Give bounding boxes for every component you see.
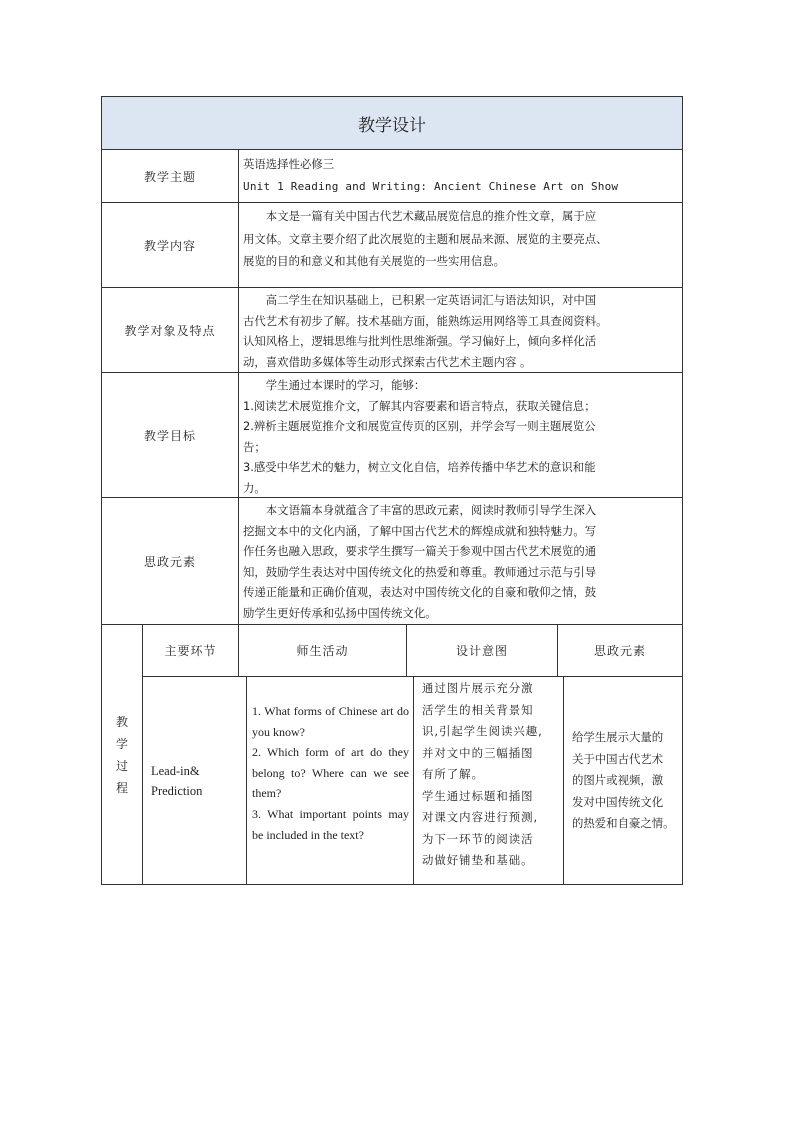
intent-line: 识,引起学生阅读兴趣, bbox=[422, 724, 543, 738]
goals-line: 学生通过本课时的学习，能够： bbox=[265, 378, 426, 392]
process-body-row bbox=[143, 677, 682, 884]
intent-line: 为下一环节的阅读活 bbox=[422, 831, 534, 846]
intent-line: 对课文内容进行预测, bbox=[422, 810, 539, 824]
process-header-row bbox=[143, 625, 682, 677]
stage-cell bbox=[143, 677, 247, 884]
activity-question: 3. What important points may be included in the text? bbox=[252, 806, 409, 842]
ideology-element-line: 发对中国传统文化 bbox=[572, 794, 664, 809]
theme-label: 教学主题 bbox=[102, 150, 239, 202]
goals-line: 力。 bbox=[243, 480, 266, 495]
audience-line: 动，喜欢借助多媒体等生动形式探索古代艺术主题内容 。 bbox=[243, 354, 532, 369]
activity-question: 1. What forms of Chinese art do you know? bbox=[252, 704, 409, 739]
ideology-line: 传递正能量和正确价值观，表达对中国传统文化的自豪和敬仰之情，鼓 bbox=[243, 585, 597, 599]
content-line: 本文是一篇有关中国古代艺术藏品展览信息的推介性文章，属于应 bbox=[265, 209, 597, 223]
ideology-line: 知，鼓励学生表达对中国传统文化的热爱和尊重。教师通过示范与引导 bbox=[243, 564, 597, 579]
ideology-line: 作任务也融入思政，要求学生撰写一篇关于参观中国古代艺术展览的通 bbox=[243, 544, 597, 558]
ideology-element-line: 关于中国古代艺术 bbox=[572, 751, 664, 766]
intent-line: 动做好铺垫和基础。 bbox=[422, 853, 534, 867]
content-row bbox=[101, 203, 683, 288]
ideology-element-line: 给学生展示大量的 bbox=[572, 730, 664, 744]
ideology-line: 本文语篇本身就蕴含了丰富的思政元素，阅读时教师引导学生深入 bbox=[265, 503, 597, 517]
content-text bbox=[239, 203, 682, 287]
intent-line: 活学生的相关背景知 bbox=[422, 702, 534, 717]
ideology-label: 思政元素 bbox=[102, 498, 239, 624]
ideology-text bbox=[239, 498, 682, 624]
intent-line: 通过图片展示充分激 bbox=[422, 681, 534, 695]
audience-line: 认知风格上，逻辑思维与批判性思维渐强。学习偏好上，倾向多样化活 bbox=[243, 334, 597, 348]
goals-row bbox=[101, 373, 683, 498]
process-label bbox=[102, 625, 143, 884]
process-label-char: 程 bbox=[115, 780, 128, 795]
stage-name: Prediction bbox=[151, 783, 203, 798]
goals-line: 2.辨析主题展览推介文和展览宣传页的区别，并学会写一则主题展览公 bbox=[243, 419, 596, 433]
audience-text bbox=[239, 288, 682, 372]
ideology-element-line: 的热爱和自豪之情。 bbox=[572, 816, 675, 830]
intent-line: 有所了解。 bbox=[422, 767, 484, 781]
header-activities: 师生活动 bbox=[239, 625, 407, 676]
audience-label: 教学对象及特点 bbox=[102, 288, 239, 372]
activities-cell bbox=[247, 677, 414, 884]
header-stage: 主要环节 bbox=[143, 625, 239, 676]
ideology-element-cell bbox=[564, 677, 682, 884]
process-label-char: 学 bbox=[115, 736, 128, 751]
theme-content bbox=[239, 150, 682, 202]
content-line: 展览的目的和意义和其他有关展览的一些实用信息。 bbox=[243, 254, 505, 269]
content-line: 用文体。文章主要介绍了此次展览的主题和展品来源、展览的主要亮点、 bbox=[243, 231, 608, 246]
intent-cell bbox=[414, 677, 564, 884]
ideology-row bbox=[101, 498, 683, 625]
goals-line: 告； bbox=[243, 439, 266, 454]
ideology-element-line: 的图片或视频，激 bbox=[572, 773, 664, 787]
ideology-line: 励学生更好传承和弘扬中国传统文化。 bbox=[243, 605, 437, 620]
audience-line: 高二学生在知识基础上，已积累一定英语词汇与语法知识，对中国 bbox=[265, 293, 597, 307]
ideology-line: 挖掘文本中的文化内涵，了解中国古代艺术的辉煌成就和独特魅力。写 bbox=[243, 523, 597, 538]
header-intent: 设计意图 bbox=[407, 625, 558, 676]
goals-label: 教学目标 bbox=[102, 373, 239, 497]
activity-question: 2. Which form of art do they belong to? Where can we see them? bbox=[252, 745, 409, 801]
process-section bbox=[101, 625, 683, 885]
theme-line: 英语选择性必修三 bbox=[243, 157, 335, 171]
theme-row bbox=[101, 150, 683, 203]
intent-line: 并对文中的三幅插图 bbox=[422, 745, 534, 760]
goals-text bbox=[239, 373, 682, 497]
content-label: 教学内容 bbox=[102, 203, 239, 287]
process-label-char: 教 bbox=[115, 714, 128, 729]
intent-line: 学生通过标题和插图 bbox=[422, 788, 534, 803]
page-title: 教学设计 bbox=[102, 97, 682, 149]
goals-line: 3.感受中华艺术的魅力，树立文化自信，培养传播中华艺术的意识和能 bbox=[243, 460, 596, 474]
stage-name: Lead-in& bbox=[151, 763, 200, 778]
audience-line: 古代艺术有初步了解。技术基础方面，能熟练运用网络等工具查阅资料。 bbox=[243, 313, 608, 328]
audience-row bbox=[101, 288, 683, 373]
goals-line: 1.阅读艺术展览推介文，了解其内容要素和语言特点，获取关键信息； bbox=[243, 398, 596, 413]
lesson-plan-table bbox=[101, 96, 683, 885]
title-row bbox=[101, 96, 683, 150]
theme-unit-line: Unit 1 Reading and Writing: Ancient Chinese Art on Show bbox=[243, 179, 619, 193]
header-ideology: 思政元素 bbox=[593, 644, 646, 658]
process-label-char: 过 bbox=[115, 758, 128, 773]
process-grid bbox=[143, 625, 682, 884]
